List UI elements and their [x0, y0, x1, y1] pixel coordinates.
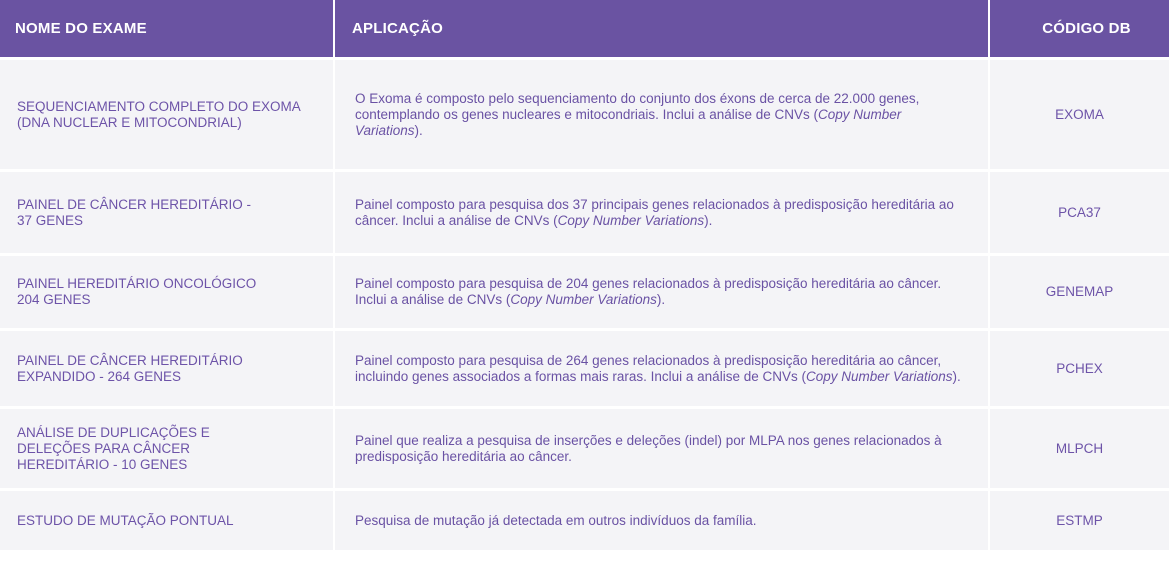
application-emphasis: Copy Number Variations — [510, 292, 657, 307]
application-text: O Exoma é composto pelo sequenciamento do conjunto dos éxons de cerca de 22.000 genes, contemplando os genes nucleares e mitocondriais. Inclui a análise de CNVs ( — [355, 90, 920, 122]
header-application: APLICAÇÃO — [333, 0, 988, 57]
code-db-cell: MLPCH — [988, 406, 1169, 488]
application-cell — [333, 253, 988, 328]
exam-name-line: (DNA NUCLEAR E MITOCONDRIAL) — [17, 114, 242, 130]
code-db-cell: GENEMAP — [988, 253, 1169, 328]
exam-name-line: 204 GENES — [17, 292, 91, 307]
exam-name-line: ESTUDO DE MUTAÇÃO PONTUAL — [17, 512, 234, 528]
exam-name-line: 37 GENES — [17, 212, 84, 228]
application-cell — [333, 169, 988, 253]
exam-name-cell — [0, 328, 333, 406]
table-row — [0, 488, 1169, 550]
application-cell — [333, 488, 988, 550]
application-text-end: ). — [704, 212, 713, 228]
table-body — [0, 57, 1169, 550]
exam-name-cell — [0, 488, 333, 550]
exam-name-cell — [0, 169, 333, 253]
application-emphasis: Copy Number Variations — [355, 106, 902, 138]
exam-name-line: ANÁLISE DE DUPLICAÇÕES E — [17, 424, 210, 440]
application-text-end: ). — [656, 292, 666, 307]
table-row — [0, 169, 1169, 253]
exam-name-cell — [0, 406, 333, 488]
code-db-cell: ESTMP — [988, 488, 1169, 550]
application-text: Painel composto para pesquisa de 264 genes relacionados à predisposição hereditária ao câncer, incluindo genes associados a formas mais raras. Inclui a análise de CNVs ( — [355, 352, 942, 384]
exam-name-line: PAINEL HEREDITÁRIO ONCOLÓGICO — [17, 276, 257, 291]
exam-name-line: PAINEL DE CÂNCER HEREDITÁRIO — [17, 352, 243, 368]
application-emphasis: Copy Number Variations — [805, 368, 953, 384]
table-row — [0, 57, 1169, 169]
application-text: Painel composto para pesquisa dos 37 principais genes relacionados à predisposição hereditária ao câncer. Inclui a análise de CNVs ( — [355, 196, 954, 228]
exam-name-line: SEQUENCIAMENTO COMPLETO DO EXOMA — [17, 98, 301, 114]
application-emphasis: Copy Number Variations — [557, 212, 705, 228]
exam-name-cell — [0, 253, 333, 328]
table-row — [0, 328, 1169, 406]
code-db-cell: PCHEX — [988, 328, 1169, 406]
application-text-end: ). — [414, 122, 423, 138]
header-code-db: CÓDIGO DB — [988, 0, 1169, 57]
exam-name-line: EXPANDIDO - 264 GENES — [17, 368, 182, 384]
exam-name-cell — [0, 57, 333, 169]
application-text: Pesquisa de mutação já detectada em outros indivíduos da família. — [355, 512, 757, 528]
exam-name-line: PAINEL DE CÂNCER HEREDITÁRIO - — [17, 196, 252, 212]
table-header — [0, 0, 1169, 57]
application-text-end: ). — [952, 368, 961, 384]
exam-name-line: HEREDITÁRIO - 10 GENES — [17, 456, 188, 472]
exam-name-line: DELEÇÕES PARA CÂNCER — [17, 440, 191, 456]
table-row — [0, 406, 1169, 488]
application-cell — [333, 57, 988, 169]
application-text: Painel composto para pesquisa de 204 genes relacionados à predisposição hereditária ao câncer. Inclui a análise de CNVs ( — [355, 276, 942, 307]
code-db-cell: PCA37 — [988, 169, 1169, 253]
application-text: Painel que realiza a pesquisa de inserções e deleções (indel) por MLPA nos genes relacionados à predisposição hereditária ao câncer. — [355, 432, 942, 464]
code-db-cell: EXOMA — [988, 57, 1169, 169]
header-exam-name: NOME DO EXAME — [0, 0, 333, 57]
table-row — [0, 253, 1169, 328]
header-row — [0, 0, 1169, 57]
application-cell — [333, 328, 988, 406]
application-cell — [333, 406, 988, 488]
